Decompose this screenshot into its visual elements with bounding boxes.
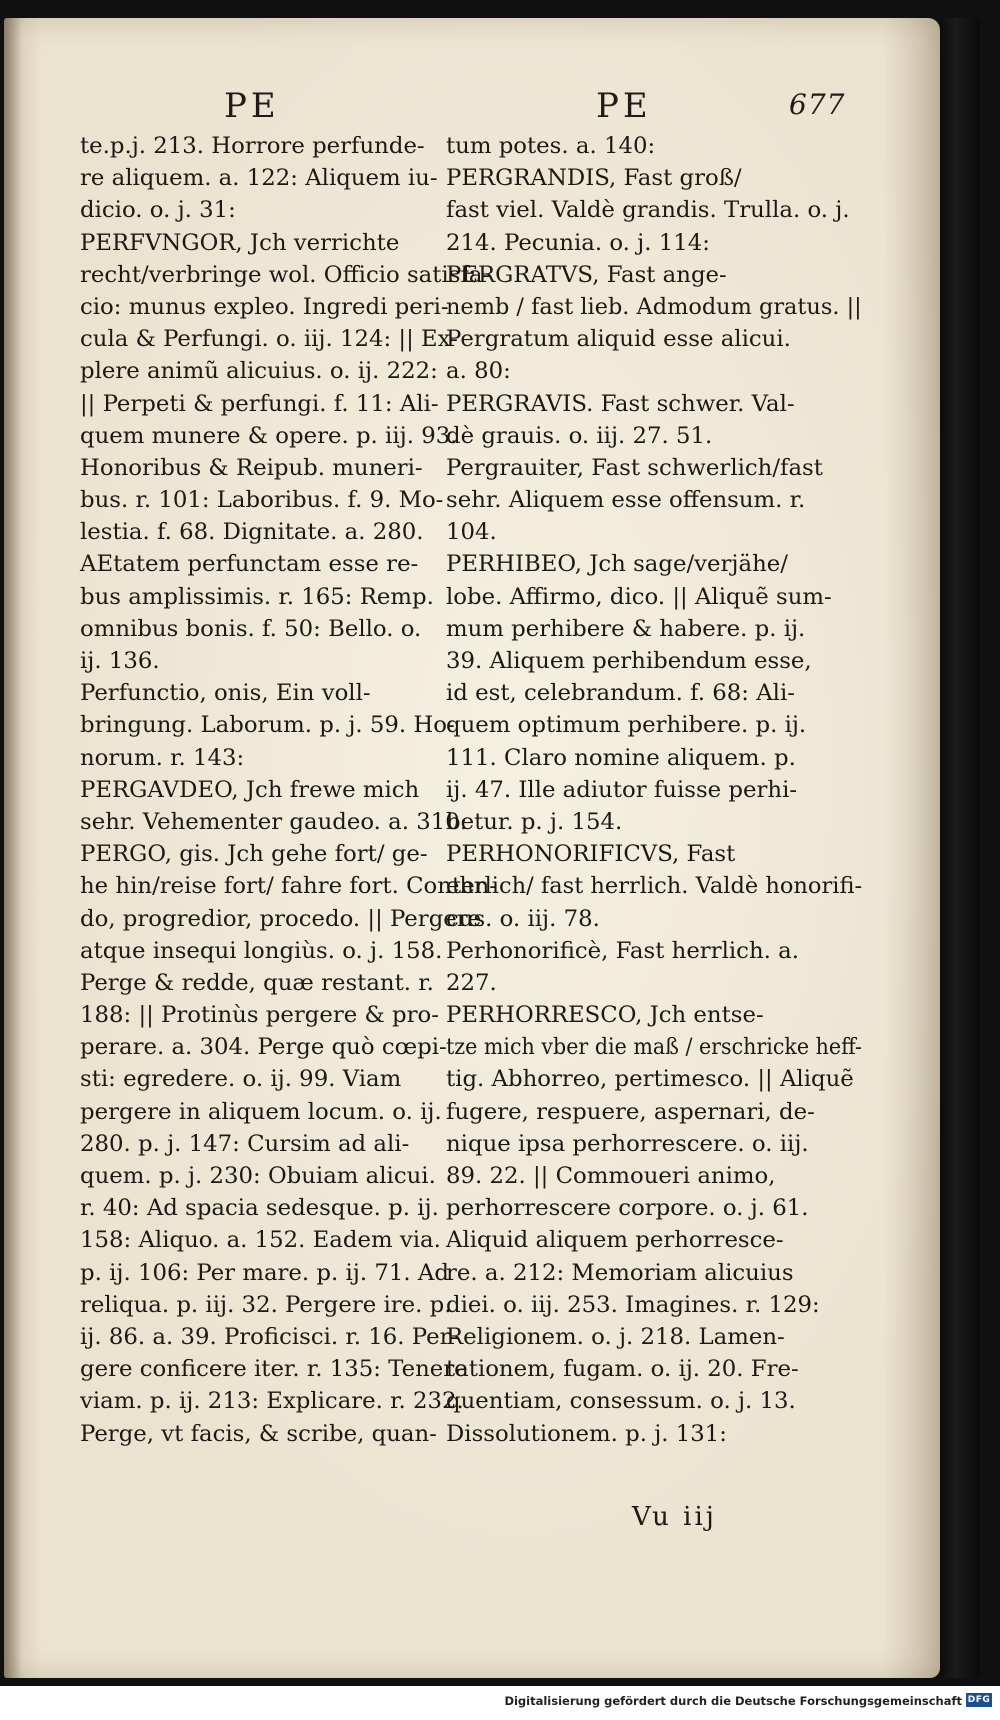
text-line: quentiam, consessum. o. j. 13.	[446, 1388, 796, 1415]
text-line: dè grauis. o. iij. 27. 51.	[446, 422, 713, 449]
text-line: do, progredior, procedo. || Pergere	[80, 905, 482, 932]
text-line: betur. p. j. 154.	[446, 808, 623, 835]
text-line: tum potes. a. 140:	[446, 133, 656, 159]
text-line: perare. a. 304. Perge quò cœpi-	[80, 1034, 447, 1061]
text-line: 89. 22. || Commoueri animo,	[446, 1163, 776, 1189]
text-line: 280. p. j. 147: Cursim ad ali-	[80, 1130, 410, 1157]
text-line: dicio. o. j. 31:	[80, 197, 236, 224]
text-line: sehr. Aliquem esse offensum. r.	[446, 487, 806, 514]
text-line: 227.	[446, 969, 497, 996]
text-line: lestia. f. 68. Dignitate. a. 280.	[80, 519, 424, 546]
text-line: omnibus bonis. f. 50: Bello. o.	[80, 615, 422, 642]
footer-bar	[0, 1686, 1000, 1720]
text-line: PERGO, gis. Jch gehe fort/ ge-	[80, 841, 428, 868]
text-line: p. ij. 106: Per mare. p. ij. 71. Ad	[80, 1259, 449, 1286]
text-line: AEtatem perfunctam esse re-	[80, 551, 419, 578]
text-line: || Perpeti & perfungi. f. 11: Ali-	[80, 390, 439, 417]
text-line: pergere in aliquem locum. o. ij.	[80, 1098, 442, 1125]
text-line: re. a. 212: Memoriam alicuius	[446, 1259, 794, 1286]
dfg-logo: DFG	[967, 1695, 991, 1705]
text-line: ij. 47. Ille adiutor fuisse perhi-	[446, 776, 798, 803]
text-line: Dissolutionem. p. j. 131:	[446, 1420, 727, 1447]
text-line: 158: Aliquo. a. 152. Eadem via.	[80, 1227, 441, 1254]
text-column-left	[80, 130, 500, 1450]
text-line: 39. Aliquem perhibendum esse,	[446, 648, 812, 674]
text-line: Perhonorificè, Fast herrlich. a.	[446, 937, 799, 964]
text-line: plere animũ alicuius. o. ij. 222:	[80, 358, 438, 385]
text-line: diei. o. iij. 253. Imagines. r. 129:	[446, 1291, 820, 1318]
text-line: fugere, respuere, aspernari, de-	[446, 1098, 815, 1125]
text-line: atque insequi longiùs. o. j. 158.	[80, 937, 443, 964]
text-line: norum. r. 143:	[80, 744, 245, 771]
text-line: 104.	[446, 519, 497, 546]
text-line: Perfunctio, onis, Ein voll-	[80, 680, 371, 707]
text-line: 214. Pecunia. o. j. 114:	[446, 229, 710, 256]
text-line: PERGRATVS, Fast ange-	[446, 261, 727, 288]
text-line: nique ipsa perhorrescere. o. iij.	[446, 1130, 809, 1157]
running-header	[4, 86, 940, 132]
signature-catchword: Vu iij	[632, 1502, 717, 1532]
text-line: tationem, fugam. o. ij. 20. Fre-	[446, 1356, 799, 1383]
text-line: 188: || Protinùs pergere & pro-	[80, 1002, 439, 1029]
text-line: sehr. Vehementer gaudeo. a. 310:	[80, 808, 468, 835]
text-line: viam. p. ij. 213: Explicare. r. 232.	[80, 1388, 464, 1415]
text-line: fast viel. Valdè grandis. Trulla. o. j.	[446, 197, 850, 224]
text-line: cus. o. iij. 78.	[446, 905, 600, 932]
text-line: Honoribus & Reipub. muneri-	[80, 454, 423, 481]
page-number: 677	[789, 88, 846, 121]
text-line: perhorrescere corpore. o. j. 61.	[446, 1195, 809, 1222]
text-line: mum perhibere & habere. p. ij.	[446, 615, 806, 642]
text-line: gere conficere iter. r. 135: Tenere	[80, 1356, 468, 1383]
text-line: lobe. Affirmo, dico. || Aliquẽ sum-	[446, 583, 832, 610]
running-head-right: PE	[596, 86, 652, 126]
text-line: Perge & redde, quæ restant. r.	[80, 969, 434, 996]
text-line: ij. 86. a. 39. Proficisci. r. 16. Per-	[80, 1323, 459, 1350]
running-head-left: PE	[224, 86, 280, 126]
book-page	[4, 18, 940, 1678]
book-edge-shadow	[940, 18, 980, 1678]
text-line: PERGRAVIS. Fast schwer. Val-	[446, 390, 795, 417]
text-line: nemb / fast lieb. Admodum gratus. ||	[446, 293, 862, 320]
text-line: ij. 136.	[80, 648, 160, 674]
text-line: bus amplissimis. r. 165: Remp.	[80, 583, 434, 610]
text-line: PERGAVDEO, Jch frewe mich	[80, 776, 420, 803]
text-line: quem munere & opere. p. iij. 93.	[80, 422, 458, 449]
text-line: recht/verbringe wol. Officio satisfa-	[80, 261, 491, 288]
text-column-right	[446, 130, 862, 1450]
text-line: PERHONORIFICVS, Fast	[446, 841, 736, 868]
text-line: PERHIBEO, Jch sage/verjähe/	[446, 551, 788, 578]
text-line: a. 80:	[446, 358, 511, 385]
text-line: tig. Abhorreo, pertimesco. || Aliquẽ	[446, 1066, 854, 1093]
text-line: cio: munus expleo. Ingredi peri-	[80, 293, 449, 320]
text-line: reliqua. p. iij. 32. Pergere ire. p.	[80, 1291, 452, 1318]
text-line: te.p.j. 213. Horrore perfunde-	[80, 133, 425, 159]
text-line: Aliquid aliquem perhorresce-	[446, 1227, 784, 1254]
text-line: PERFVNGOR, Jch verrichte	[80, 229, 400, 256]
text-line: he hin/reise fort/ fahre fort. Conten-	[80, 873, 497, 900]
text-line: quem. p. j. 230: Obuiam alicui.	[80, 1163, 436, 1189]
text-line: Perge, vt facis, & scribe, quan-	[80, 1420, 437, 1447]
text-line: PERHORRESCO, Jch entse-	[446, 1002, 764, 1029]
text-line: id est, celebrandum. f. 68: Ali-	[446, 680, 795, 707]
page-gutter-shadow	[4, 18, 22, 1678]
text-line: Religionem. o. j. 218. Lamen-	[446, 1323, 785, 1350]
text-line: bus. r. 101: Laboribus. f. 9. Mo-	[80, 487, 444, 514]
text-line: sti: egredere. o. ij. 99. Viam	[80, 1066, 402, 1093]
text-line: re aliquem. a. 122: Aliquem iu-	[80, 165, 438, 192]
text-line: Pergratum aliquid esse alicui.	[446, 326, 791, 353]
text-line: ehrlich/ fast herrlich. Valdè honorifi-	[446, 873, 863, 900]
text-line: quem optimum perhibere. p. ij.	[446, 712, 807, 739]
text-line: Pergrauiter, Fast schwerlich/fast	[446, 454, 823, 481]
text-line: 111. Claro nomine aliquem. p.	[446, 744, 796, 771]
text-line: PERGRANDIS, Fast groß/	[446, 165, 742, 192]
text-line: r. 40: Ad spacia sedesque. p. ij.	[80, 1195, 439, 1222]
funding-note: Digitalisierung gefördert durch die Deutsche Forschungsgemeinschaft	[504, 1694, 962, 1708]
text-line: cula & Perfungi. o. iij. 124: || Ex-	[80, 326, 458, 353]
text-line: tze mich vber die maß / erschricke heff-	[446, 1034, 862, 1061]
text-line: bringung. Laborum. p. j. 59. Ho-	[80, 712, 455, 739]
